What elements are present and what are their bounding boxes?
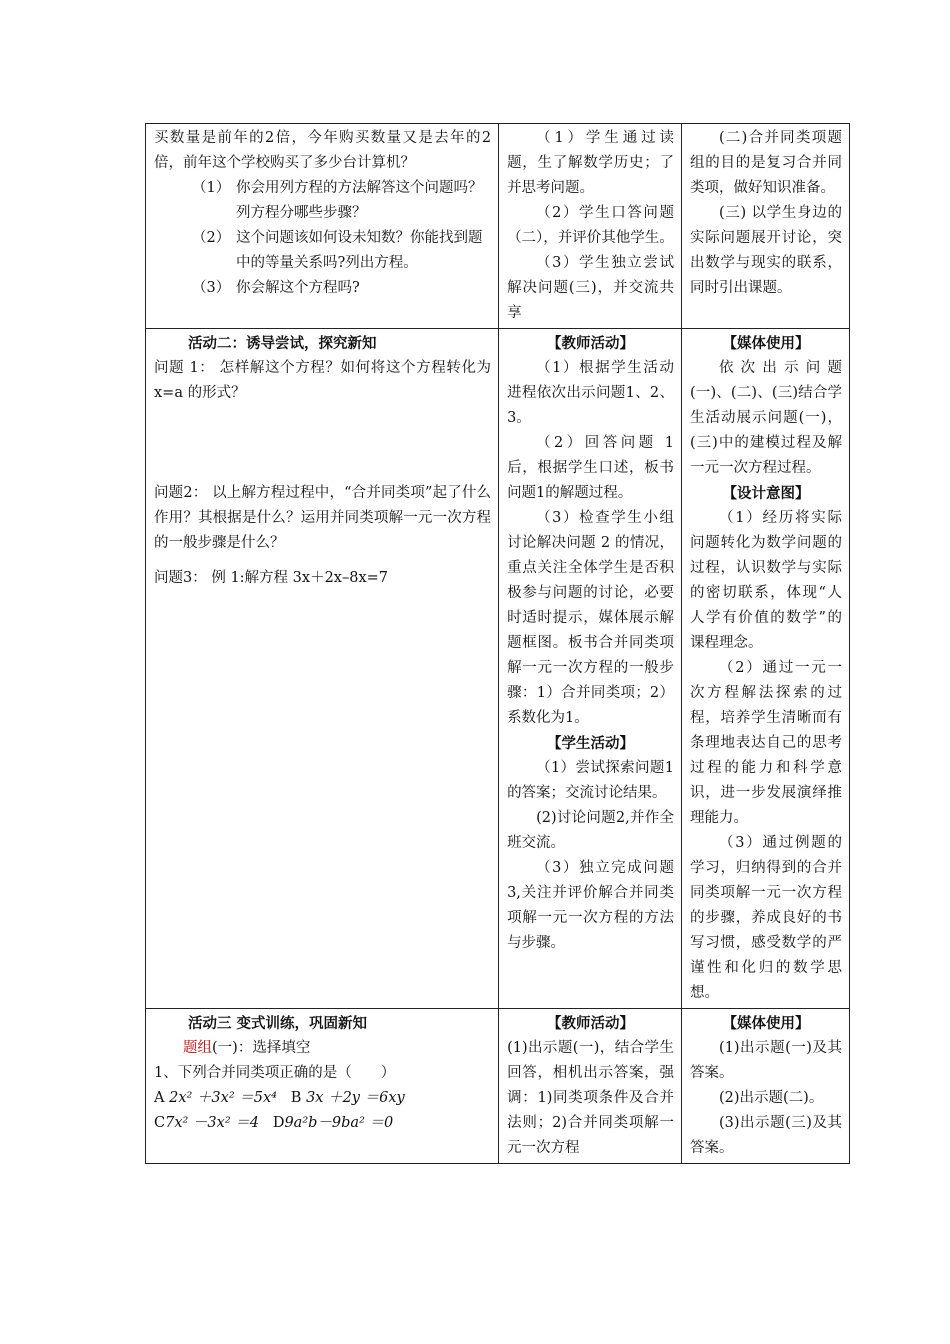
option-c: 7x² －3x² ＝4	[165, 1115, 259, 1131]
list-item: （1） 你会用列方程的方法解答这个问题吗？列方程分哪些步骤？	[192, 180, 483, 221]
paragraph: （3）检查学生小组讨论解决问题 2 的情况，重点关注全体学生是否积极参与问题的讨论，必要时适时提示，媒体展示解题框图。板书合并同类项解一元一次方程的一般步骤：1）合并同类项；2）系数化为1。	[507, 510, 674, 726]
table-row-activity-three	[146, 1009, 850, 1164]
design-heading: 【设计意图】	[722, 485, 810, 502]
cell-problem	[146, 124, 499, 329]
cell-teacher-activity	[499, 1009, 682, 1164]
activity-heading: 活动三 变式训练，巩固新知	[188, 1015, 368, 1032]
lesson-plan-table	[145, 123, 850, 1164]
media-heading: 【媒体使用】	[722, 1015, 810, 1032]
option-b: 3x ＋2y ＝6xy	[306, 1090, 405, 1106]
student-activity-heading: 【学生活动】	[547, 735, 635, 752]
problem-intro: 买数量是前年的2倍，今年购买数量又是去年的2倍，前年这个学校购买了多少台计算机？	[154, 130, 492, 171]
list-item: （2） 这个问题该如何设未知数？你能找到题中的等量关系吗?列出方程。	[192, 230, 483, 271]
options-ab: A 2x² ＋3x² ＝5x⁴ B 3x ＋2y ＝6xy	[154, 1090, 405, 1106]
activity-heading: 活动二：诱导尝试，探究新知	[188, 335, 377, 352]
table-row-intro	[146, 124, 850, 329]
question-2: 问题2： 以上解方程过程中，“合并同类项”起了什么作用？其根据是什么？运用并同类项解一元一次方程的一般步骤是什么？	[154, 485, 492, 551]
question-text: 1、下列合并同类项正确的是（ ）	[154, 1065, 396, 1081]
list-item: （3） 你会解这个方程吗?	[192, 280, 360, 296]
cell-activity-three	[146, 1009, 499, 1164]
paragraph: 依次出示问题(一)、(二)、(三)结合学生活动展示问题(一)，(三)中的建模过程及解一元一次方程过程。	[689, 360, 842, 476]
paragraph: （3）学生独立尝试解决问题(三)，并交流共享	[507, 255, 674, 321]
paragraph: (2)出示题(二)。	[718, 1090, 824, 1106]
paragraph: （3）独立完成问题3,关注并评价解合并同类项解一元一次方程的方法与步骤。	[507, 860, 674, 951]
paragraph: （1）学生通过读题，生了解数学历史；了并思考问题。	[507, 130, 674, 196]
paragraph: (1)出示题(一)，结合学生回答，相机出示答案，强调：1)同类项条件及合并法则；2)合并同类项解一元一次方程	[507, 1040, 674, 1156]
paragraph: （2）学生口答问题（二），并评价其他学生。	[507, 205, 674, 246]
cell-activities	[499, 329, 682, 1009]
cell-media-design	[681, 329, 849, 1009]
cell-design-notes	[681, 124, 849, 329]
paragraph: (1)出示题(一)及其答案。	[689, 1040, 842, 1081]
cell-activity-two	[146, 329, 499, 1009]
paragraph: （1）根据学生活动进程依次出示问题1、2、3。	[507, 360, 674, 426]
cell-student-steps	[499, 124, 682, 329]
paragraph: (2)讨论问题2,并作全班交流。	[507, 810, 674, 851]
question-1: 问题 1： 怎样解这个方程？如何将这个方程转化为 x=a 的形式？	[154, 360, 492, 401]
group-title: 题组(一)：选择填空	[183, 1040, 311, 1056]
cell-media-use	[681, 1009, 849, 1164]
paragraph: （3）通过例题的学习，归纳得到的合并同类项解一元一次方程的步骤，养成良好的书写习惯，感受数学的严谨性和化归的数学思想。	[689, 835, 842, 1001]
paragraph: （1）经历将实际问题转化为数学问题的过程，认识数学与实际的密切联系，体现“人人学有价值的数学”的课程理念。	[689, 510, 842, 651]
paragraph: （2）回答问题 1 后，根据学生口述，板书问题1的解题过程。	[507, 435, 674, 501]
paragraph: (3)出示题(三)及其答案。	[689, 1115, 842, 1156]
option-a: 2x² ＋3x² ＝5x⁴	[169, 1090, 277, 1106]
options-cd: C7x² －3x² ＝4 D9a²b－9ba² ＝0	[154, 1115, 394, 1131]
paragraph: (三) 以学生身边的实际问题展开讨论，突出数学与现实的联系，同时引出课题。	[689, 205, 842, 296]
paragraph: （1）尝试探索问题1的答案；交流讨论结果。	[507, 760, 674, 801]
table-row-activity-two	[146, 329, 850, 1009]
paragraph: （2）通过一元一次方程解法探索的过程，培养学生清晰而有条理地表达自己的思考过程的能力和科学意识，进一步发展演绎推理能力。	[689, 660, 842, 826]
question-3: 问题3： 例 1:解方程 3x＋2x–8x=7	[154, 570, 388, 586]
teacher-activity-heading: 【教师活动】	[547, 335, 635, 352]
teacher-activity-heading: 【教师活动】	[547, 1015, 635, 1032]
media-heading: 【媒体使用】	[722, 335, 810, 352]
paragraph: (二)合并同类项题组的目的是复习合并同类项，做好知识准备。	[689, 130, 842, 196]
option-d: 9a²b－9ba² ＝0	[284, 1115, 394, 1131]
